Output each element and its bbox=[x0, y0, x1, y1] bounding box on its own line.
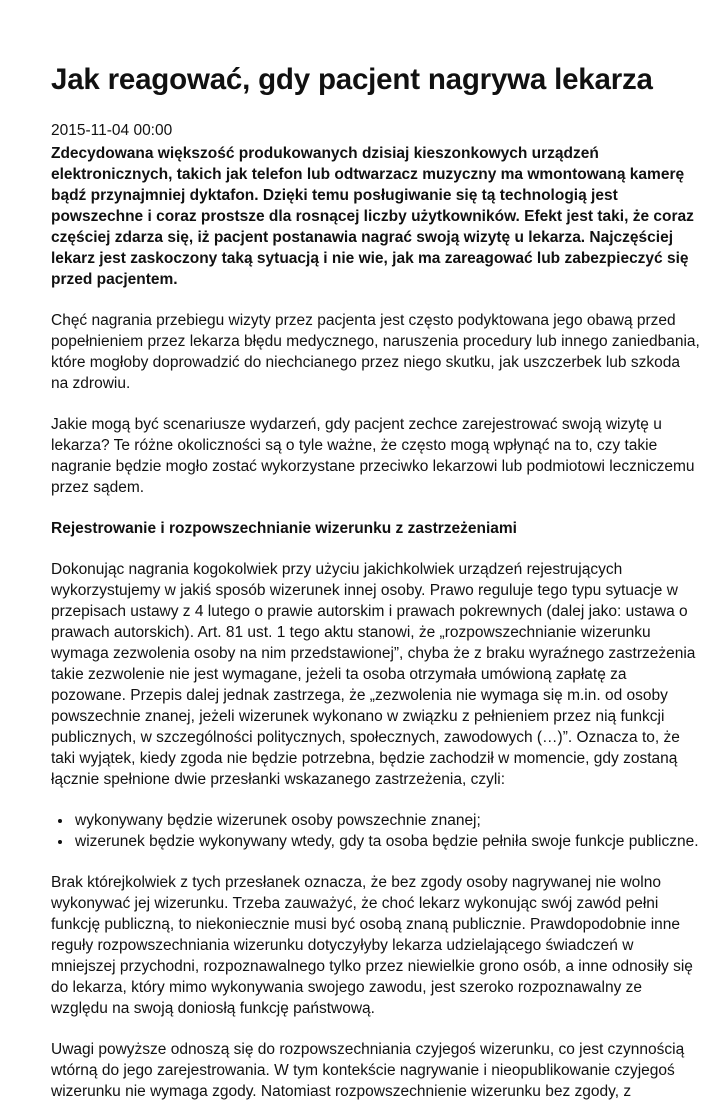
bullet-list bbox=[51, 810, 700, 852]
paragraph: Dokonując nagrania kogokolwiek przy użyciu jakichkolwiek urządzeń rejestrujących wykorzystujemy w jakiś sposób wizerunek innej osoby. Prawo reguluje tego typu sytuacje w przepisach ustawy z 4 lutego o prawie autorskim i prawach pokrewnych (dalej jako: ustawa o prawach autorskich). Art. 81 ust. 1 tego aktu stanowi, że „rozpowszechnianie wizerunku wymaga zezwolenia osoby na nim przedstawionej”, chyba że z braku wyraźnego zastrzeżenia takie zezwolenie nie jest wymagane, jeżeli ta osoba otrzymała umówioną zapłatę za pozowane. Przepis dalej jednak zastrzega, że „zezwolenia nie wymaga się m.in. od osoby powszechnie znanej, jeżeli wizerunek wykonano w związku z pełnieniem przez nią funkcji publicznych, w szczególności politycznych, społecznych, zawodowych (…)”. Oznacza to, że taki wyjątek, kiedy zgoda nie będzie potrzebna, będzie zachodził w momencie, gdy zostaną łącznie spełnione dwie przesłanki wskazanego zastrzeżenia, czyli: bbox=[51, 561, 696, 788]
section-heading: Rejestrowanie i rozpowszechnianie wizerunku z zastrzeżeniami bbox=[51, 520, 517, 537]
article-lead: Zdecydowana większość produkowanych dzisiaj kieszonkowych urządzeń elektronicznych, takich jak telefon lub odtwarzacz muzyczny ma wmontowaną kamerę bądź przynajmniej dyktafon. Dzięki temu posługiwanie się tą technologią jest powszechne i coraz prostsze dla rosnącej liczby użytkowników. Efekt jest taki, że coraz częściej zdarza się, iż pacjent postanawia nagrać swoją wizytę u lekarza. Najczęściej lekarz jest zaskoczony taką sytuacją i nie wie, jak ma zareagować lub zabezpieczyć się przed pacjentem. bbox=[51, 145, 694, 288]
article-date: 2015-11-04 00:00 bbox=[51, 122, 173, 139]
list-item: • wykonywany będzie wizerunek osoby powszechnie znanej; bbox=[73, 810, 700, 831]
paragraph: Chęć nagrania przebiegu wizyty przez pacjenta jest często podyktowana jego obawą przed popełnieniem przez lekarza błędu medycznego, naruszenia procedury lub innego zaniedbania, które mogłoby doprowadzić do niechcianego przez niego skutku, jak uszczerbek lub szkoda na zdrowiu. bbox=[51, 312, 700, 392]
paragraph: Jakie mogą być scenariusze wydarzeń, gdy pacjent zechce zarejestrować swoją wizytę u lekarza? Te różne okoliczności są o tyle ważne, że często mogą wpłynąć na to, czy takie nagranie będzie mogło zostać wykorzystane przeciwko lekarzowi lub podmiotowi leczniczemu przez sądem. bbox=[51, 416, 695, 496]
paragraph: Uwagi powyższe odnoszą się do rozpowszechniania czyjegoś wizerunku, co jest czynnością wtórną do jego zarejestrowania. W tym kontekście nagrywanie i nieopublikowanie czyjegoś wizerunku nie wymaga zgody. Natomiast rozpowszechnienie wizerunku bez zgody, z bbox=[51, 1041, 685, 1100]
list-item: • wizerunek będzie wykonywany wtedy, gdy ta osoba będzie pełniła swoje funkcje publiczne. bbox=[73, 831, 700, 852]
article-title: Jak reagować, gdy pacjent nagrywa lekarza bbox=[51, 63, 653, 96]
paragraph: Brak którejkolwiek z tych przesłanek oznacza, że bez zgody osoby nagrywanej nie wolno wykonywać jej wizerunku. Trzeba zauważyć, że choć lekarz wykonując swój zawód pełni funkcję publiczną, to niekoniecznie musi być osobą znaną publicznie. Prawdopodobnie inne reguły rozpowszechniania wizerunku dotyczyłyby lekarza udzielającego świadczeń w mniejszej przychodni, rozpoznawalnego tylko przez niewielkie grono osób, a inne odnosiły się do lekarza, który mimo wykonywania swojego zawodu, jest szeroko rozpoznawalny ze względu na swoją doniosłą funkcję państwową. bbox=[51, 874, 693, 1017]
